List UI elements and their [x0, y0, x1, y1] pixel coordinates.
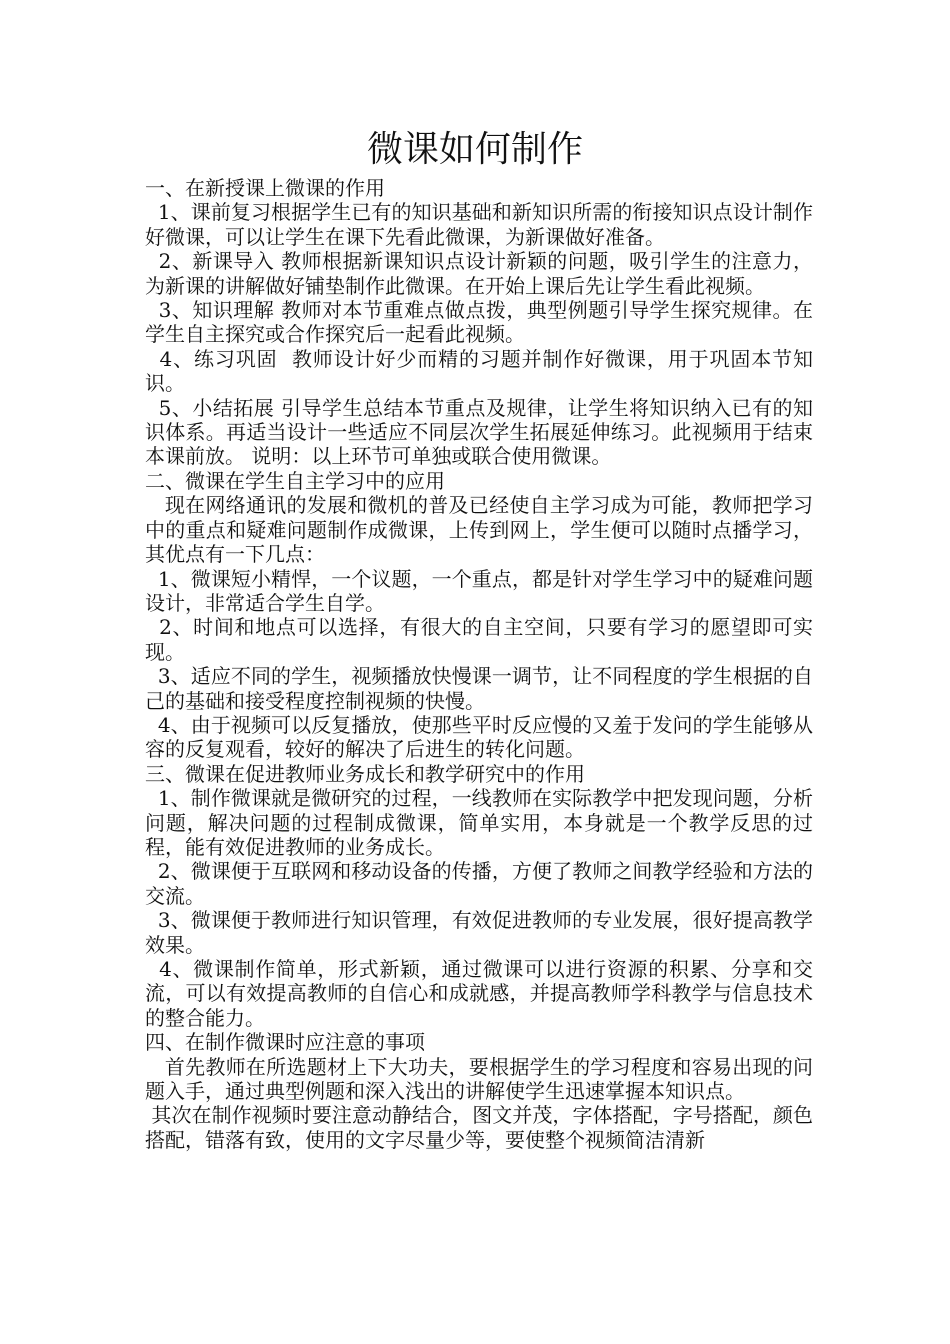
paragraph: 1、微课短小精悍，一个议题，一个重点，都是针对学生学习中的疑难问题设计，非常适合学生自学。 [145, 566, 813, 615]
paragraph: 2、时间和地点可以选择，有很大的自主空间，只要有学习的愿望即可实现。 [145, 615, 813, 664]
section-heading-2: 二、微课在学生自主学习中的应用 [145, 468, 445, 493]
section-heading-3: 三、微课在促进教师业务成长和教学研究中的作用 [145, 761, 585, 786]
paragraph: 其次在制作视频时要注意动静结合，图文并茂，字体搭配，字号搭配，颜色搭配，错落有致，使用的文字尽量少等，要使整个视频简洁清新 [145, 1103, 814, 1152]
paragraph: 4、微课制作简单，形式新颖，通过微课可以进行资源的积累、分享和交流，可以有效提高教师的自信心和成就感，并提高教师学科教学与信息技术的整合能力。 [145, 957, 813, 1030]
paragraph: 现在网络通讯的发展和微机的普及已经使自主学习成为可能，教师把学习中的重点和疑难问题制作成微课，上传到网上，学生便可以随时点播学习，其优点有一下几点： [145, 493, 814, 567]
paragraph: 4、练习巩固 教师设计好少而精的习题并制作好微课，用于巩固本节知识。 [145, 346, 813, 396]
document-title: 微课如何制作 [366, 129, 583, 170]
paragraph: 5、小结拓展 引导学生总结本节重点及规律，让学生将知识纳入已有的知识体系。再适当设计一些适应不同层次学生拓展延伸练习。此视频用于结束本课前放。 说明：以上环节可单独或联合使用微课。 [145, 395, 813, 469]
paragraph: 2、微课便于互联网和移动设备的传播，方便了教师之间教学经验和方法的交流。 [145, 859, 813, 908]
document-body [145, 176, 813, 1152]
paragraph: 1、制作微课就是微研究的过程，一线教师在实际教学中把发现问题，分析问题，解决问题的过程制成微课，简单实用，本身就是一个教学反思的过程，能有效促进教师的业务成长。 [145, 786, 813, 859]
paragraph: 4、由于视频可以反复播放，使那些平时反应慢的又羞于发问的学生能够从容的反复观看，较好的解决了后进生的转化问题。 [145, 712, 813, 762]
paragraph: 2、新课导入 教师根据新课知识点设计新颖的问题，吸引学生的注意力，为新课的讲解做好铺垫制作此微课。在开始上课后先让学生看此视频。 [145, 249, 813, 298]
paragraph: 首先教师在所选题材上下大功夫，要根据学生的学习程度和容易出现的问题入手，通过典型例题和深入浅出的讲解使学生迅速掌握本知识点。 [145, 1054, 814, 1104]
section-heading-1: 一、在新授课上微课的作用 [145, 176, 385, 200]
paragraph: 3、微课便于教师进行知识管理，有效促进教师的专业发展，很好提高教学效果。 [145, 908, 813, 957]
paragraph: 1、课前复习根据学生已有的知识基础和新知识所需的衔接知识点设计制作好微课，可以让学生在课下先看此微课，为新课做好准备。 [145, 200, 813, 249]
paragraph: 3、知识理解 教师对本节重难点做点拨，典型例题引导学生探究规律。在学生自主探究或合作探究后一起看此视频。 [145, 298, 813, 347]
section-heading-4: 四、在制作微课时应注意的事项 [145, 1030, 425, 1055]
paragraph: 3、适应不同的学生，视频播放快慢课一调节，让不同程度的学生根据的自己的基础和接受程度控制视频的快慢。 [145, 664, 813, 713]
